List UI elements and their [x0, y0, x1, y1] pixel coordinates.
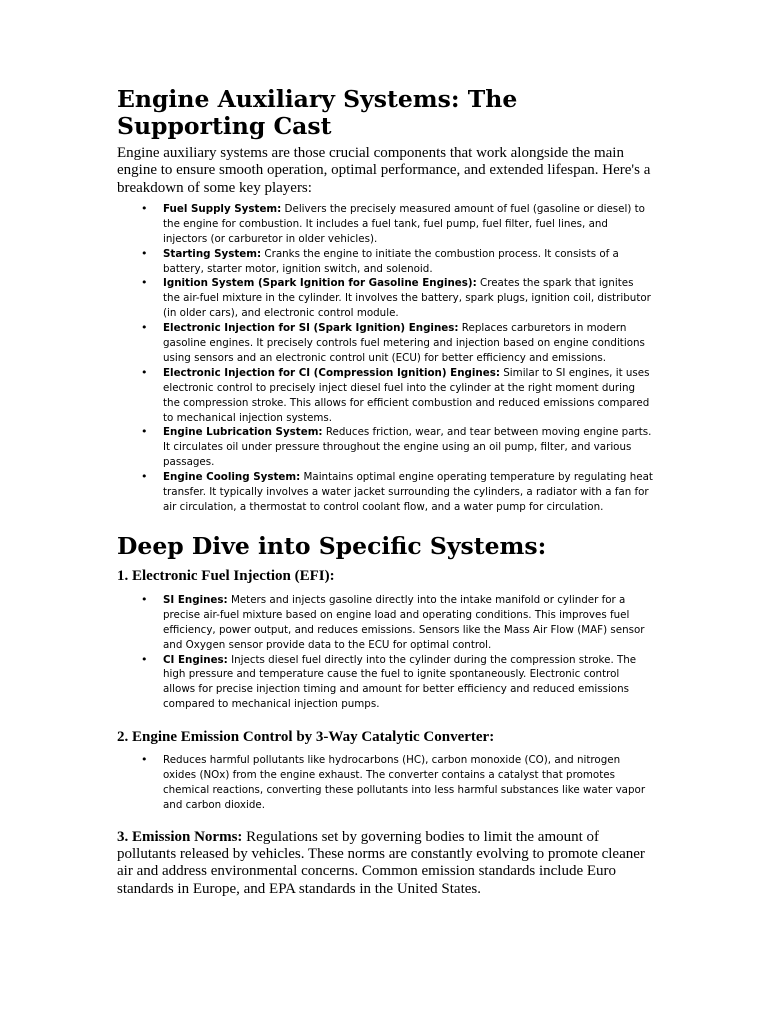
list-item — [117, 321, 653, 366]
emission-control-heading: 2. Engine Emission Control by 3-Way Catalytic Converter: — [117, 729, 495, 746]
emission-norms-paragraph — [117, 829, 653, 898]
document-page — [117, 86, 653, 898]
list-item-term: SI Engines: — [163, 593, 228, 606]
list-item — [117, 653, 653, 713]
list-item-text: Creates the spark that ignites the air-fuel mixture in the cylinder. It involves the battery, spark plugs, ignition coil, distributor (in older cars), and electronic control module. — [163, 277, 651, 320]
list-item-text: Cranks the engine to initiate the combustion process. It consists of a battery, starter motor, ignition switch, and solenoid. — [163, 247, 619, 275]
list-item-text: Replaces carburetors in modern gasoline engines. It precisely controls fuel metering and injection based on engine conditions using sensors and an electronic control unit (ECU) for better efficiency and emissions. — [163, 322, 645, 364]
emission-norms-term: 3. Emission Norms: — [117, 828, 243, 845]
page-title: Engine Auxiliary Systems: The Supporting Cast — [117, 85, 518, 140]
list-item-text: Meters and injects gasoline directly into the intake manifold or cylinder for a precise air-fuel mixture based on engine load and operating conditions. This improves fuel efficiency, power output, and reduces emissions. Sensors like the Mass Air Flow (MAF) sensor and Oxygen sensor provide data to the ECU for optimal control. — [163, 593, 645, 651]
emission-norms-section — [117, 829, 653, 898]
list-item — [117, 753, 653, 813]
list-item-text: Maintains optimal engine operating temperature by regulating heat transfer. It typically involves a water jacket surrounding the cylinders, a radiator with a fan for air circulation, a thermostat to control coolant flow, and a water pump for circulation. — [163, 471, 653, 514]
list-item-term: Electronic Injection for SI (Spark Ignition) Engines: — [163, 322, 459, 335]
intro-paragraph: Engine auxiliary systems are those crucial components that work alongside the main engine to ensure smooth operation, optimal performance, and extended lifespan. Here's a breakdown of some key players: — [117, 145, 651, 196]
list-item-term: Starting System: — [163, 247, 262, 260]
list-item-term: Electronic Injection for CI (Compression Ignition) Engines: — [163, 366, 500, 379]
emission-norms-text: Regulations set by governing bodies to limit the amount of pollutants released by vehicles. These norms are constantly evolving to promote cleaner air and address environmental concerns. Common emission standards include Euro standards in Europe, and EPA standards in the United States. — [117, 828, 645, 897]
list-item-term: CI Engines: — [163, 653, 228, 666]
list-item — [117, 593, 653, 653]
list-item-text: Similar to SI engines, it uses electronic control to precisely inject diesel fuel into the cylinder at the right moment during the compression stroke. This allows for efficient combustion and reduced emissions compared to mechanical injection systems. — [163, 366, 650, 424]
list-item-term: Fuel Supply System: — [163, 202, 282, 215]
list-item — [117, 470, 653, 515]
efi-list — [117, 593, 653, 712]
systems-list — [117, 202, 653, 515]
list-item — [117, 247, 653, 277]
list-item — [117, 202, 653, 247]
list-item-text: Reduces harmful pollutants like hydrocarbons (HC), carbon monoxide (CO), and nitrogen oxides (NOx) from the engine exhaust. The converter contains a catalyst that promotes chemical reactions, converting these pollutants into less harmful substances like water vapor and carbon dioxide. — [163, 754, 646, 811]
list-item — [117, 425, 653, 470]
list-item-text: Reduces friction, wear, and tear between moving engine parts. It circulates oil under pressure throughout the engine using an oil pump, filter, and various passages. — [163, 426, 652, 469]
list-item-text: Delivers the precisely measured amount of fuel (gasoline or diesel) to the engine for combustion. It includes a fuel tank, fuel pump, fuel filter, fuel lines, and injectors (or carburetor in older vehicles). — [163, 202, 645, 245]
emission-control-list — [117, 753, 653, 813]
list-item-term: Engine Cooling System: — [163, 471, 301, 484]
deep-dive-heading: Deep Dive into Specific Systems: — [117, 531, 547, 560]
efi-heading: 1. Electronic Fuel Injection (EFI): — [117, 567, 335, 584]
list-item-text: Injects diesel fuel directly into the cylinder during the compression stroke. The high pressure and temperature cause the fuel to ignite spontaneously. Electronic control allows for precise injection timing and amount for better efficiency and reduced emissions compared to mechanical injection pumps. — [163, 653, 637, 711]
list-item — [117, 276, 653, 321]
list-item-term: Engine Lubrication System: — [163, 426, 323, 439]
list-item — [117, 366, 653, 426]
list-item-term: Ignition System (Spark Ignition for Gasoline Engines): — [163, 277, 477, 290]
